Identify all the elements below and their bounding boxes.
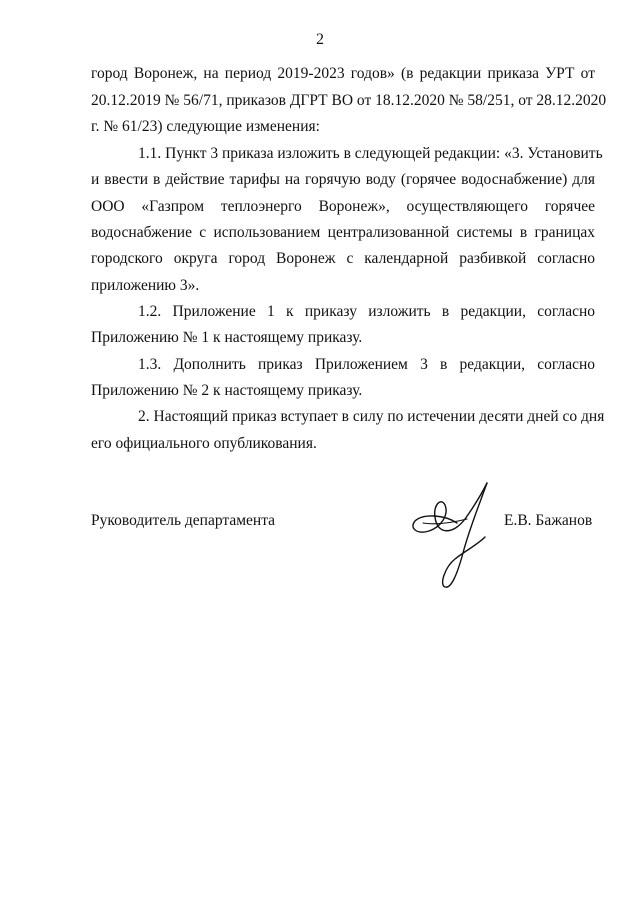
body-line: 1.1. Пункт 3 приказа изложить в следующей редакции: «3. Установить <box>138 145 603 162</box>
handwritten-signature <box>405 475 515 595</box>
body-line: и ввести в действие тарифы на горячую воду (горячее водоснабжение) для <box>91 171 595 188</box>
signatory-title: Руководитель департамента <box>91 512 276 529</box>
body-line: ООО «Газпром теплоэнерго Воронеж», осуществляющего горячее <box>91 198 595 215</box>
body-line: г. № 61/23) следующие изменения: <box>91 118 320 135</box>
body-line: 1.2. Приложение 1 к приказу изложить в редакции, согласно <box>138 303 595 320</box>
body-line: городского округа город Воронеж с календарной разбивкой согласно <box>91 250 595 267</box>
body-line: город Воронеж, на период 2019-2023 годов» (в редакции приказа УРТ от <box>91 65 595 82</box>
body-line: его официального опубликования. <box>91 435 317 452</box>
body-line: водоснабжение с использованием централизованной системы в границах <box>91 224 595 241</box>
body-line: Приложению № 1 к настоящему приказу. <box>91 329 363 346</box>
body-line: 20.12.2019 № 56/71, приказов ДГРТ ВО от 18.12.2020 № 58/251, от 28.12.2020 <box>91 92 607 109</box>
page-number: 2 <box>316 31 324 48</box>
body-line: 2. Настоящий приказ вступает в силу по истечении десяти дней со дня <box>138 408 605 425</box>
signatory-name: Е.В. Бажанов <box>504 512 593 529</box>
body-line: 1.3. Дополнить приказ Приложением 3 в редакции, согласно <box>138 356 595 373</box>
body-line: Приложению № 2 к настоящему приказу. <box>91 382 363 399</box>
body-line: приложению 3». <box>91 277 200 294</box>
